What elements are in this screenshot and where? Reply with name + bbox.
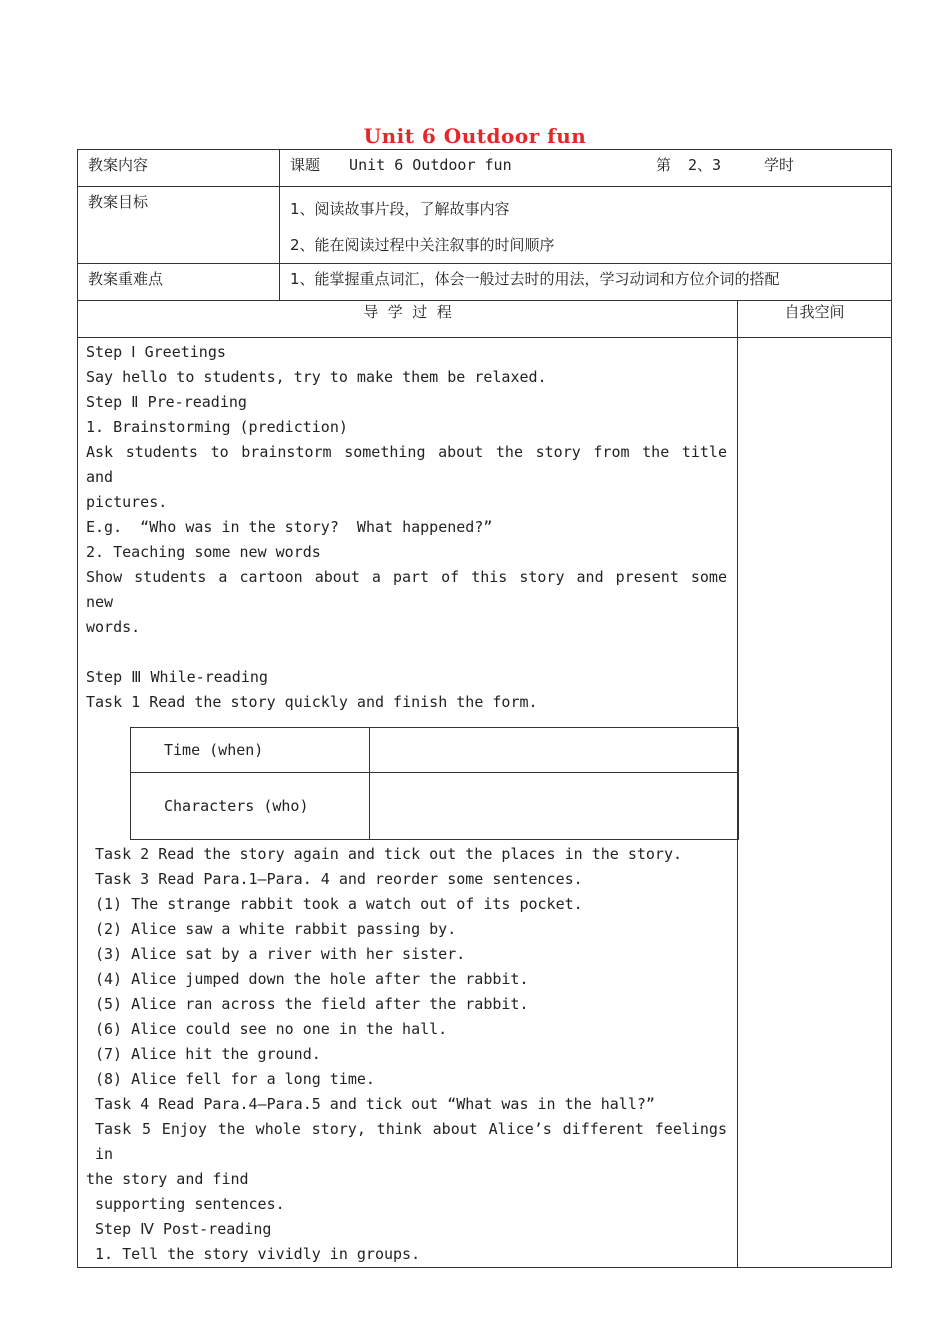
process-line: Ask students to brainstorm something about the story from the title and — [86, 443, 737, 486]
goals-row — [78, 187, 892, 264]
process-line: Task 4 Read Para.4—Para.5 and tick out “What was in the hall?” — [95, 1095, 655, 1113]
section-header-row — [78, 301, 892, 338]
self-space-cell — [738, 338, 892, 1268]
process-row — [78, 338, 892, 1268]
form-label: Characters (who) — [131, 773, 370, 840]
period-value: 2、3 — [688, 156, 722, 174]
process-line: Step Ⅳ Post-reading — [95, 1220, 272, 1238]
form-row — [131, 773, 739, 840]
key-point-cell — [280, 264, 892, 301]
process-line: pictures. — [86, 493, 168, 511]
form-value — [370, 728, 739, 773]
process-line: E.g. “Who was in the story? What happened?” — [86, 518, 493, 536]
process-line: (7) Alice hit the ground. — [95, 1045, 321, 1063]
process-header: 导 学 过 程 — [78, 301, 738, 338]
page-title: Unit 6 Outdoor fun — [363, 124, 587, 148]
process-line: Task 5 Enjoy the whole story, think about Alice’s different feelings in — [95, 1120, 737, 1163]
process-line: supporting sentences. — [95, 1195, 285, 1213]
goals-label: 教案目标 — [78, 187, 280, 264]
key-point-label: 教案重难点 — [78, 264, 280, 301]
process-line: the story and find — [86, 1170, 249, 1188]
process-line: Task 2 Read the story again and tick out the places in the story. — [95, 845, 682, 863]
period-prefix: 第 — [656, 156, 672, 174]
process-line: Step Ⅲ While-reading — [86, 668, 268, 686]
process-line: 2. Teaching some new words — [86, 543, 321, 561]
process-line: Step Ⅰ Greetings — [86, 343, 226, 361]
process-line: (3) Alice sat by a river with her sister. — [95, 945, 466, 963]
self-space-header: 自我空间 — [738, 301, 892, 338]
topic-label: 课题 — [290, 156, 321, 174]
period-suffix: 学时 — [764, 156, 795, 174]
form-value — [370, 773, 739, 840]
key-point-text: 1、能掌握重点词汇，体会一般过去时的用法，学习动词和方位介词的搭配 — [290, 270, 780, 288]
lesson-plan-table — [77, 149, 892, 1268]
process-line: Say hello to students, try to make them be relaxed. — [86, 368, 547, 386]
process-line: (4) Alice jumped down the hole after the rabbit. — [95, 970, 529, 988]
goals-cell — [280, 187, 892, 264]
task1-form — [130, 727, 739, 840]
key-point-row — [78, 264, 892, 301]
topic-value: Unit 6 Outdoor fun — [349, 156, 512, 174]
process-line: (2) Alice saw a white rabbit passing by. — [95, 920, 457, 938]
process-line: 1. Tell the story vividly in groups. — [95, 1245, 421, 1263]
process-line: 1. Brainstorming (prediction) — [86, 418, 348, 436]
goal-item: 1、阅读故事片段，了解故事内容 — [290, 200, 510, 218]
form-label: Time (when) — [131, 728, 370, 773]
process-cell — [78, 338, 738, 1268]
process-line: Task 1 Read the story quickly and finish the form. — [86, 693, 538, 711]
content-row — [78, 150, 892, 187]
goal-item: 2、能在阅读过程中关注叙事的时间顺序 — [290, 236, 555, 254]
process-line: words. — [86, 618, 141, 636]
process-line: Show students a cartoon about a part of this story and present some new — [86, 568, 737, 611]
content-label: 教案内容 — [78, 150, 280, 187]
process-line: Task 3 Read Para.1—Para. 4 and reorder some sentences. — [95, 870, 583, 888]
process-line: (8) Alice fell for a long time. — [95, 1070, 375, 1088]
process-line: (5) Alice ran across the field after the rabbit. — [95, 995, 529, 1013]
process-line: Step Ⅱ Pre-reading — [86, 393, 247, 411]
form-row — [131, 728, 739, 773]
blank-line — [86, 640, 727, 665]
topic-cell — [280, 150, 892, 187]
process-line: (1) The strange rabbit took a watch out of its pocket. — [95, 895, 583, 913]
process-line: (6) Alice could see no one in the hall. — [95, 1020, 448, 1038]
